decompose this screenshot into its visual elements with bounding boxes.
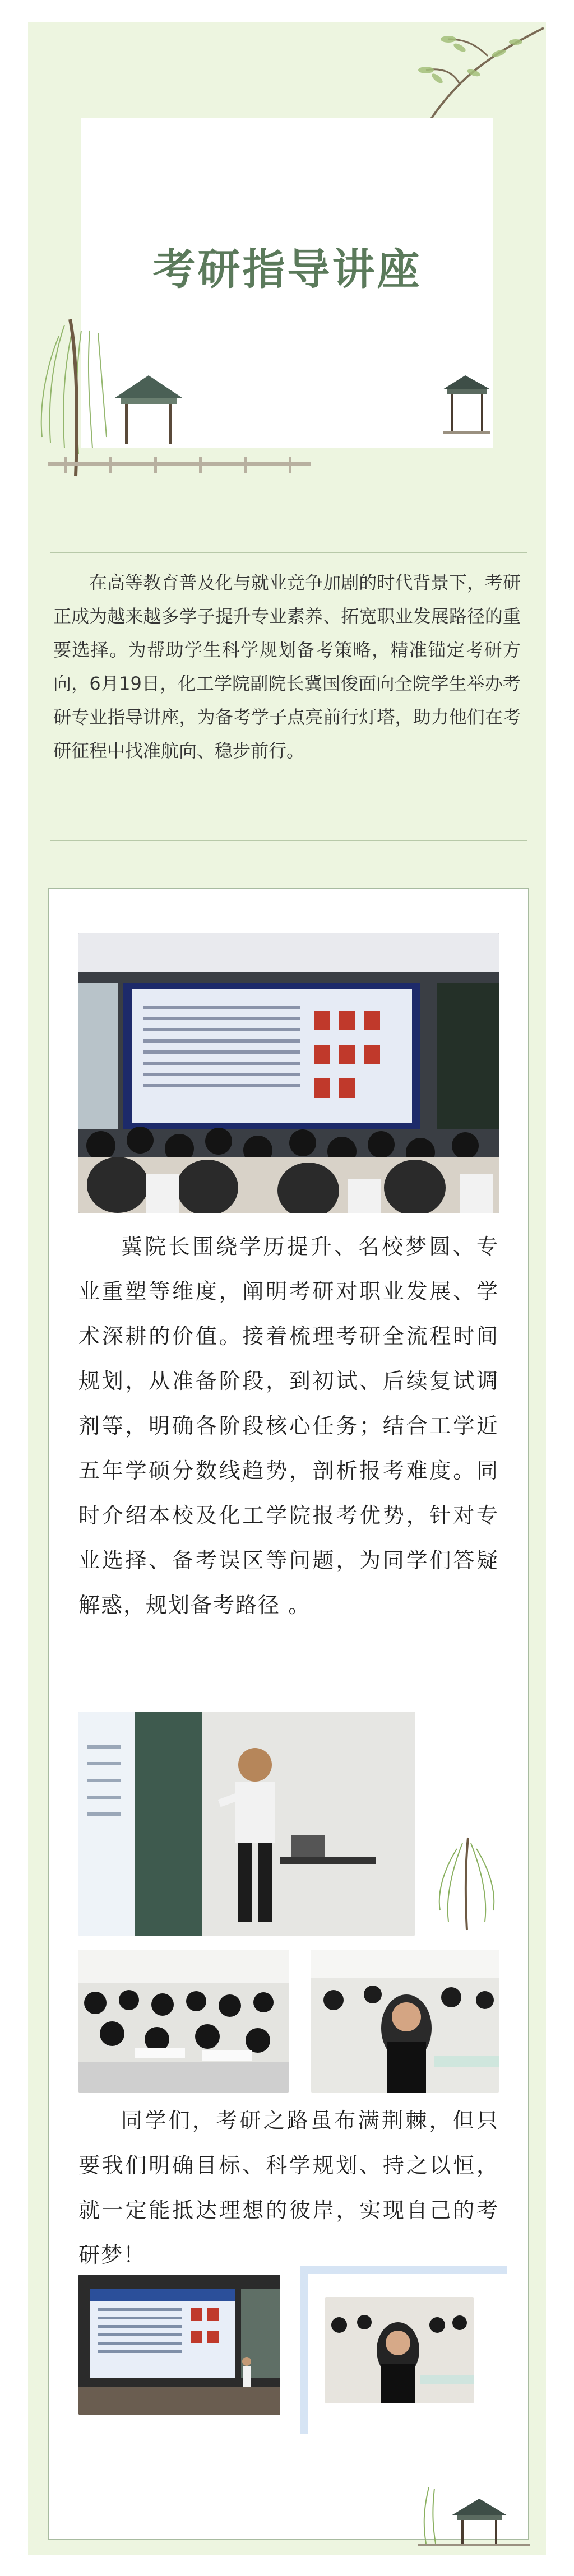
- willow-decoration-icon: [429, 1832, 502, 1933]
- paragraph-1: 冀院长围绕学历提升、名校梦圆、专业重塑等维度，阐明考研对职业发展、学术深耕的价值。接着梳理考研全流程时间规划，从准备阶段，到初试、后续复试调剂等，明确各阶段核心任务；结合工学近五年学硕分数线趋势，剖析报考难度。同时介绍本校及化工学院报考优势，针对专业选择、备考误区等问题，为同学们答疑解惑，规划备考路径 。: [78, 1234, 499, 1617]
- student-closeup-photo: [325, 2297, 474, 2403]
- small-pavilion-icon: [437, 373, 493, 451]
- paragraph-2: 同学们，考研之路虽布满荆棘，但只要我们明确目标、科学规划、持之以恒，就一定能抵达理想的彼岸，实现自己的考研梦！: [78, 2108, 499, 2267]
- divider-top: [50, 552, 527, 553]
- students-photo: [311, 1950, 499, 2093]
- pavilion-willow-icon: [31, 314, 322, 493]
- divider-bottom: [50, 840, 527, 841]
- page-title: 考研指导讲座: [152, 244, 422, 294]
- audience-photo: [78, 1950, 289, 2093]
- lecture-hall-photo: [78, 933, 499, 1213]
- speaker-photo: [78, 1712, 415, 1936]
- intro-paragraph: 在高等教育普及化与就业竞争加剧的时代背景下，考研正成为越来越多学子提升专业素养、拓宽职业发展路径的重要选择。为帮助学生科学规划备考策略，精准锚定考研方向，6月19日，化工学院副院长冀国俊面向全院学生举办考研专业指导讲座，为备考学子点亮前行灯塔，助力他们在考研征程中找准航向、稳步前行。: [53, 572, 521, 761]
- bottom-pavilion-icon: [412, 2482, 535, 2555]
- screen-photo: [78, 2275, 280, 2415]
